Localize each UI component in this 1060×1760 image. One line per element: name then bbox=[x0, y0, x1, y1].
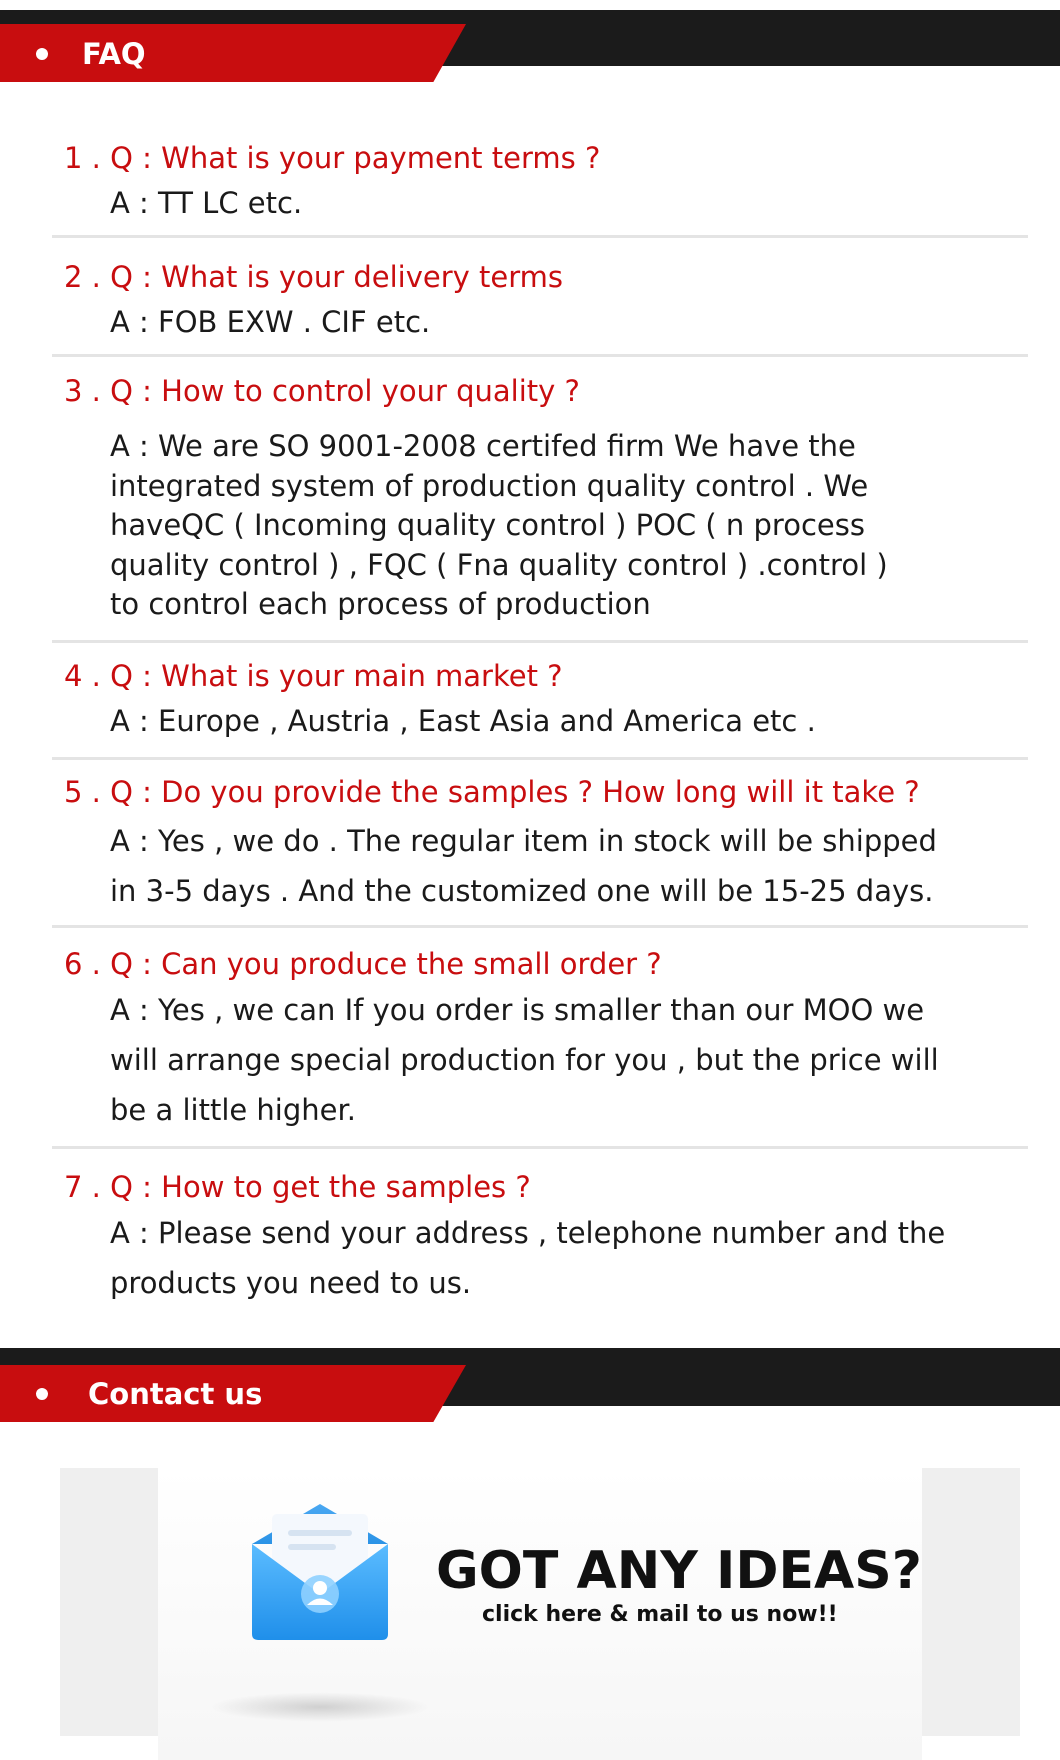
contact-header-bar bbox=[0, 1348, 1060, 1422]
contact-header-title: Contact us bbox=[88, 1377, 263, 1411]
mail-envelope-icon[interactable] bbox=[248, 1502, 392, 1642]
bullet-icon bbox=[36, 1388, 48, 1400]
faq-question: 5 . Q : Do you provide the samples ? How long will it take ? bbox=[64, 775, 920, 809]
faq-divider bbox=[52, 235, 1028, 238]
faq-answer: A : FOB EXW . CIF etc. bbox=[110, 305, 431, 339]
faq-question: 7 . Q : How to get the samples ? bbox=[64, 1170, 531, 1204]
faq-divider bbox=[52, 925, 1028, 928]
contact-banner-subtitle[interactable]: click here & mail to us now!! bbox=[482, 1602, 838, 1627]
faq-answer: A : We are SO 9001-2008 certifed firm We have the integrated system of production quality control . We haveQC ( Incoming quality control ) POC ( n process quality control ) , FQC ( Fna quality control ) .control ) to control each process of production bbox=[110, 429, 888, 621]
faq-header-title: FAQ bbox=[82, 37, 146, 71]
faq-answer: A : Please send your address , telephone number and the products you need to us. bbox=[110, 1216, 946, 1300]
faq-divider bbox=[52, 1146, 1028, 1149]
faq-header-red-tab bbox=[0, 24, 466, 82]
faq-question: 1 . Q : What is your payment terms ? bbox=[64, 141, 601, 175]
faq-question: 2 . Q : What is your delivery terms bbox=[64, 260, 564, 294]
faq-answer: A : Yes , we can If you order is smaller than our MOO we will arrange special production for you , but the price will be a little higher. bbox=[110, 993, 939, 1127]
contact-banner-title[interactable]: GOT ANY IDEAS? bbox=[436, 1541, 922, 1601]
contact-banner-left-panel bbox=[60, 1468, 158, 1736]
icon-shadow bbox=[210, 1692, 430, 1722]
faq-answer: A : Yes , we do . The regular item in stock will be shipped in 3-5 days . And the customized one will be 15-25 days. bbox=[110, 824, 937, 908]
faq-divider bbox=[52, 757, 1028, 760]
faq-divider bbox=[52, 354, 1028, 357]
faq-question: 4 . Q : What is your main market ? bbox=[64, 659, 563, 693]
faq-answer: A : TT LC etc. bbox=[110, 186, 303, 220]
faq-header-bar bbox=[0, 0, 1060, 82]
faq-answer: A : Europe , Austria , East Asia and America etc . bbox=[110, 704, 816, 738]
faq-question: 6 . Q : Can you produce the small order ? bbox=[64, 947, 662, 981]
faq-divider bbox=[52, 640, 1028, 643]
contact-banner-right-panel bbox=[922, 1468, 1020, 1736]
bullet-icon bbox=[36, 48, 48, 60]
faq-question: 3 . Q : How to control your quality ? bbox=[64, 374, 580, 408]
